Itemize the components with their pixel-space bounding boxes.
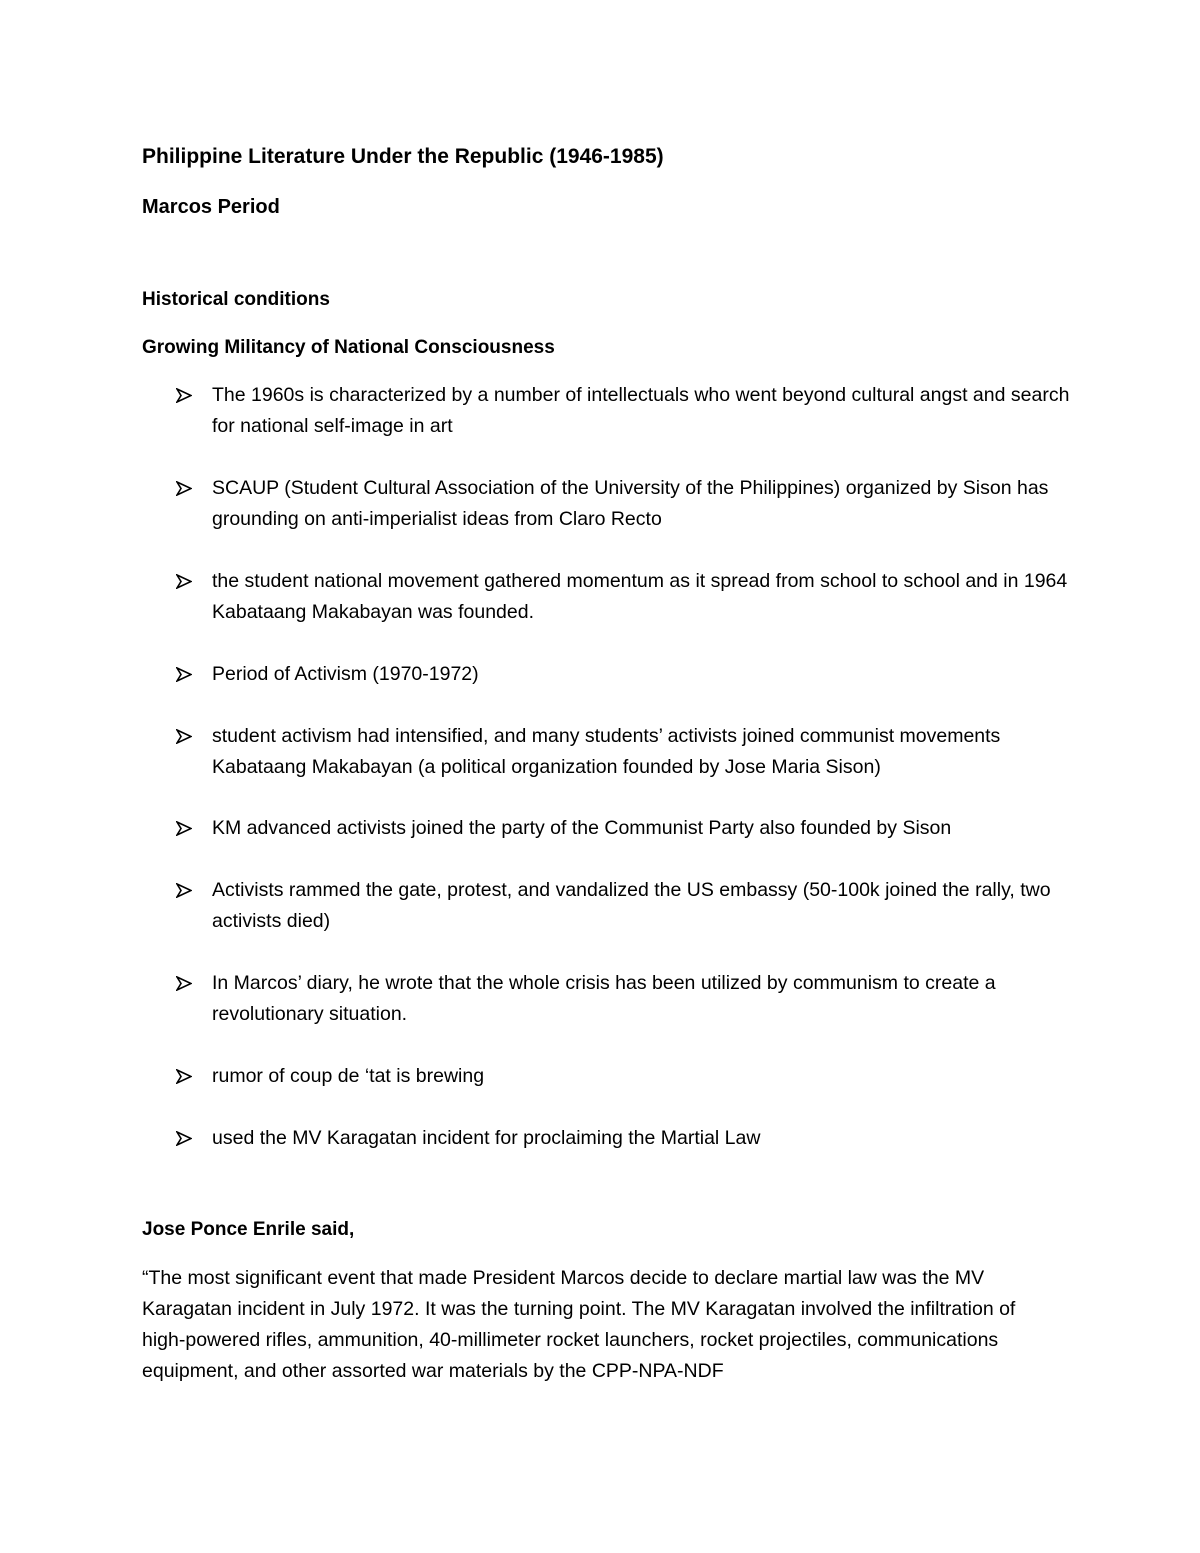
arrowhead-bullet-icon <box>176 968 196 999</box>
document-subtitle: Marcos Period <box>142 196 280 218</box>
list-item-text: The 1960s is characterized by a number of intellectuals who went beyond cultural angst and search for national self-image in art <box>212 384 1070 437</box>
list-item-text: the student national movement gathered momentum as it spread from school to school and in 1964 Kabataang Makabayan was founded. <box>212 570 1068 623</box>
list-item-text: Activists rammed the gate, protest, and vandalized the US embassy (50-100k joined the rally, two activists died) <box>212 879 1051 932</box>
arrowhead-bullet-icon <box>176 473 196 504</box>
document-title: Philippine Literature Under the Republic (1946-1985) <box>142 145 664 168</box>
arrowhead-bullet-icon <box>176 659 196 690</box>
arrowhead-bullet-icon <box>176 1123 196 1154</box>
section-heading: Historical conditions <box>142 289 330 310</box>
list-item-text: In Marcos’ diary, he wrote that the whole crisis has been utilized by communism to create a revolutionary situation. <box>212 972 996 1025</box>
arrowhead-bullet-icon <box>176 566 196 597</box>
list-item-text: SCAUP (Student Cultural Association of the University of the Philippines) organized by Sison has grounding on anti-imperialist ideas from Claro Recto <box>212 477 1049 530</box>
list-item-text: student activism had intensified, and many students’ activists joined communist movements Kabataang Makabayan (a political organization founded by Jose Maria Sison) <box>212 725 1001 778</box>
quote-paragraph: “The most significant event that made President Marcos decide to declare martial law was the MV Karagatan incident in July 1972. It was the turning point. The MV Karagatan involved the infiltration of high-powered rifles, ammunition, 40-millimeter rocket launchers, rocket projectiles, communications equipment, and other assorted war materials by the CPP-NPA-NDF <box>142 1267 1016 1382</box>
arrowhead-bullet-icon <box>176 813 196 844</box>
arrowhead-bullet-icon <box>176 1061 196 1092</box>
arrowhead-bullet-icon <box>176 875 196 906</box>
subsection-heading: Growing Militancy of National Consciousness <box>142 337 555 358</box>
arrowhead-bullet-icon <box>176 721 196 752</box>
list-item-text: KM advanced activists joined the party of the Communist Party also founded by Sison <box>212 817 952 839</box>
arrowhead-bullet-icon <box>176 380 196 411</box>
list-item-text: used the MV Karagatan incident for proclaiming the Martial Law <box>212 1127 761 1149</box>
list-item-text: rumor of coup de ‘tat is brewing <box>212 1065 485 1087</box>
quote-heading: Jose Ponce Enrile said, <box>142 1219 355 1240</box>
list-item-text: Period of Activism (1970-1972) <box>212 663 479 685</box>
